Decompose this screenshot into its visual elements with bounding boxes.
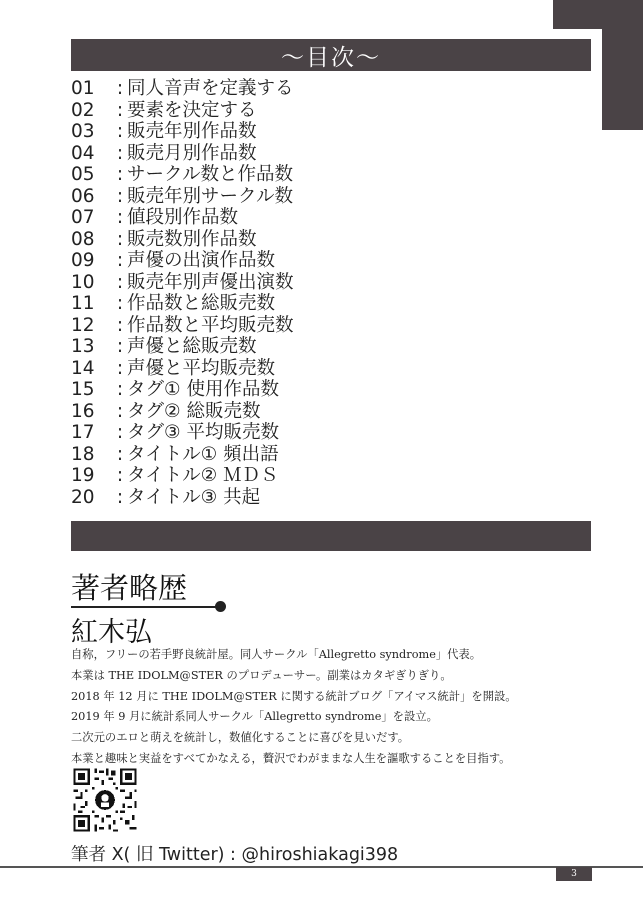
page-number: 3 (556, 867, 592, 881)
toc-item-label: 値段別作品数 (127, 207, 239, 228)
toc-item-label: 販売月別作品数 (127, 142, 257, 164)
toc-item[interactable] (71, 250, 294, 272)
toc-item-number: 11 (71, 293, 95, 314)
toc-item[interactable] (71, 358, 294, 380)
toc-item[interactable] (71, 207, 294, 229)
toc-item-number: 17 (71, 422, 95, 443)
profile-underline-dot (215, 601, 226, 612)
toc-item[interactable] (71, 379, 294, 401)
toc-item[interactable] (71, 78, 294, 100)
toc-item-number: 20 (71, 486, 95, 508)
corner-block-side (602, 29, 643, 130)
toc-item-separator: : (116, 486, 124, 508)
toc-item-label: 販売年別サークル数 (127, 185, 293, 207)
toc-item[interactable] (71, 444, 294, 466)
author-contact: 筆者 X( 旧 Twitter) : @hiroshiakagi398 (71, 845, 399, 865)
bio-line: 本業と趣味と実益をすべてかなえる，贅沢でわがままな人生を謳歌することを目指す。 (71, 751, 511, 765)
toc-item-number: 15 (71, 379, 95, 400)
bio-line: 自称，フリーの若手野良統計屋。同人サークル「Allegretto syndrome」代表。 (71, 648, 482, 661)
toc-item-label: 販売数別作品数 (127, 228, 257, 250)
toc-item-number: 08 (71, 228, 95, 250)
section-divider-bar (71, 521, 591, 551)
toc-item-label: タイトル③ 共起 (127, 486, 261, 508)
toc-item-number: 13 (71, 336, 95, 357)
toc-item[interactable] (71, 186, 294, 208)
toc-item-separator: : (116, 336, 124, 357)
toc-item-label: 販売年別声優出演数 (127, 271, 294, 293)
toc-item[interactable] (71, 401, 294, 423)
toc-item-number: 12 (71, 314, 95, 336)
toc-item-separator: : (116, 422, 124, 443)
toc-item-number: 02 (71, 99, 95, 121)
toc-item-separator: : (116, 142, 124, 164)
toc-item-label: 要素を決定する (127, 99, 257, 121)
toc-item[interactable] (71, 272, 294, 294)
toc-item-separator: : (116, 121, 124, 142)
toc-item-separator: : (116, 314, 124, 336)
toc-item[interactable] (71, 100, 294, 122)
toc-item[interactable] (71, 293, 294, 315)
toc-item-separator: : (116, 164, 124, 185)
profile-underline (71, 606, 219, 608)
toc-item-label: タイトル① 頻出語 (127, 443, 279, 465)
toc-item-label: タグ① 使用作品数 (127, 379, 279, 400)
toc-item-label: 声優と平均販売数 (127, 357, 276, 379)
bio-line: 2018 年 12 月に THE IDOLM@STER に関する統計ブログ「アイマス統計」を開設。 (71, 689, 517, 703)
toc-item-separator: : (116, 443, 124, 465)
toc-item-number: 14 (71, 357, 95, 379)
toc-item[interactable] (71, 229, 294, 251)
author-name: 紅木弘 (71, 617, 152, 648)
toc-item-number: 06 (71, 185, 95, 207)
toc-item-separator: : (116, 99, 124, 121)
corner-block-top (553, 0, 643, 29)
toc-item-label: 声優の出演作品数 (127, 250, 276, 271)
toc-item[interactable] (71, 487, 294, 509)
toc-item-number: 19 (71, 465, 95, 486)
toc-item-label: タグ③ 平均販売数 (127, 422, 279, 443)
qr-code-icon[interactable] (71, 766, 139, 834)
toc-item-separator: : (116, 357, 124, 379)
toc-item-number: 07 (71, 207, 95, 228)
toc-item-number: 01 (71, 78, 95, 99)
toc-item-number: 05 (71, 164, 95, 185)
profile-heading: 著者略歴 (71, 571, 188, 605)
toc-item-number: 09 (71, 250, 95, 271)
toc-item-label: 作品数と平均販売数 (127, 314, 294, 336)
toc-item-label: 販売年別作品数 (127, 121, 257, 142)
toc-title-bar (71, 39, 591, 71)
author-bio (71, 645, 517, 770)
toc-item-separator: : (116, 78, 124, 99)
toc-item-label: 作品数と総販売数 (127, 293, 276, 314)
toc-item[interactable] (71, 422, 294, 444)
toc-item-separator: : (116, 400, 124, 422)
toc-item-separator: : (116, 379, 124, 400)
bio-line: 本業は THE IDOLM@STER のプロデューサー。副業はカタギぎりぎり。 (71, 668, 452, 682)
toc-item[interactable] (71, 121, 294, 143)
toc-item-separator: : (116, 250, 124, 271)
toc-item-number: 16 (71, 400, 95, 422)
toc-item-label: タイトル② ＭＤＳ (127, 465, 279, 486)
toc-item-separator: : (116, 207, 124, 228)
toc-item-separator: : (116, 465, 124, 486)
toc-item[interactable] (71, 315, 294, 337)
toc-item-separator: : (116, 228, 124, 250)
toc-item-number: 03 (71, 121, 95, 142)
toc-item-separator: : (116, 271, 124, 293)
toc-item-label: サークル数と作品数 (127, 164, 293, 185)
toc-item[interactable] (71, 336, 294, 358)
toc-item[interactable] (71, 164, 294, 186)
toc-item-number: 04 (71, 142, 95, 164)
toc-item-number: 18 (71, 443, 95, 465)
toc-item-number: 10 (71, 271, 95, 293)
toc-item-separator: : (116, 185, 124, 207)
toc-item-label: タグ② 総販売数 (127, 400, 261, 422)
toc-item-label: 同人音声を定義する (127, 78, 294, 99)
toc-item[interactable] (71, 465, 294, 487)
toc-item-label: 声優と総販売数 (127, 336, 257, 357)
toc-list (71, 78, 294, 508)
toc-title: 〜目次〜 (281, 44, 381, 71)
bio-line: 2019 年 9 月に統計系同人サークル「Allegretto syndrome」を設立。 (71, 710, 438, 724)
toc-item-separator: : (116, 293, 124, 314)
toc-item[interactable] (71, 143, 294, 165)
bio-line: 二次元のエロと萌えを統計し，数値化することに喜びを見いだす。 (71, 731, 410, 745)
footer-rule (0, 866, 643, 868)
